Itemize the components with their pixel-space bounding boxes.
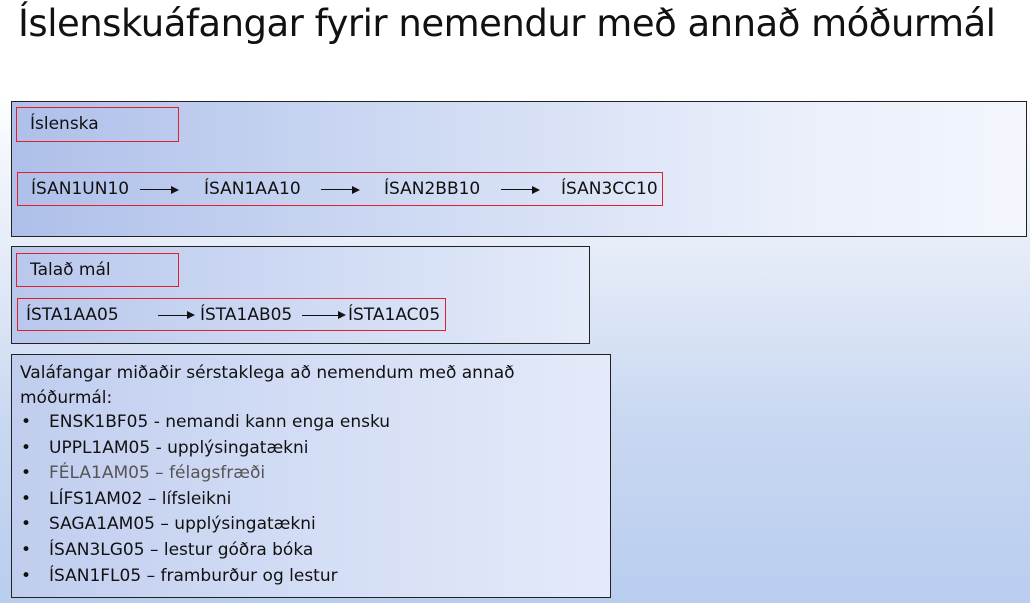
islenska-label (16, 107, 179, 142)
arrow-right-icon (321, 189, 358, 190)
electives-list (20, 410, 390, 589)
course-code: ÍSAN1UN10 (31, 179, 130, 199)
list-item (20, 436, 390, 462)
bullet-icon: • (21, 488, 32, 509)
list-item (20, 461, 390, 487)
islenska-course-sequence (17, 172, 663, 206)
course-code: ÍSTA1AC05 (348, 304, 441, 325)
bullet-icon: • (21, 565, 32, 586)
islenska-panel (11, 101, 1027, 237)
course-code: ÍSAN2BB10 (384, 179, 481, 199)
talad-mal-label (16, 253, 179, 287)
electives-intro: Valáfangar miðaðir sérstaklega að nemendum með annað móðurmál: (20, 363, 515, 408)
list-item (20, 410, 390, 436)
arrow-right-icon (302, 315, 344, 316)
list-item-text: ENSK1BF05 - nemandi kann enga ensku (49, 412, 391, 432)
list-item-text: ÍSAN3LG05 – lestur góðra bóka (49, 539, 314, 560)
list-item (20, 564, 390, 590)
arrow-right-icon (158, 315, 193, 316)
bullet-icon: • (21, 514, 32, 535)
course-code: ÍSTA1AB05 (200, 304, 293, 325)
talad-mal-label-text: Talað mál (30, 259, 111, 280)
bullet-icon: • (21, 539, 32, 560)
list-item-text: FÉLA1AM05 – félagsfræði (49, 463, 266, 484)
bullet-icon: • (21, 412, 32, 432)
islenska-label-text: Íslenska (30, 114, 99, 134)
course-code: ÍSAN1AA10 (204, 179, 301, 199)
bullet-icon: • (21, 437, 32, 458)
list-item (20, 512, 390, 538)
slide-title: Íslenskuáfangar fyrir nemendur með annað móðurmál (18, 2, 996, 45)
list-item-text: UPPL1AM05 - upplýsingatækni (49, 437, 309, 458)
list-item-text: LÍFS1AM02 – lífsleikni (49, 488, 232, 509)
talad-mal-panel (11, 246, 590, 344)
list-item (20, 487, 390, 513)
talad-mal-course-sequence (17, 298, 446, 331)
bullet-icon: • (21, 463, 32, 484)
list-item-text: ÍSAN1FL05 – framburður og lestur (49, 565, 338, 586)
list-item (20, 538, 390, 564)
list-item-text: SAGA1AM05 – upplýsingatækni (49, 514, 316, 535)
arrow-right-icon (140, 189, 177, 190)
electives-panel (11, 354, 611, 598)
course-code: ÍSTA1AA05 (26, 304, 119, 325)
course-code: ÍSAN3CC10 (561, 179, 658, 199)
arrow-right-icon (501, 189, 538, 190)
